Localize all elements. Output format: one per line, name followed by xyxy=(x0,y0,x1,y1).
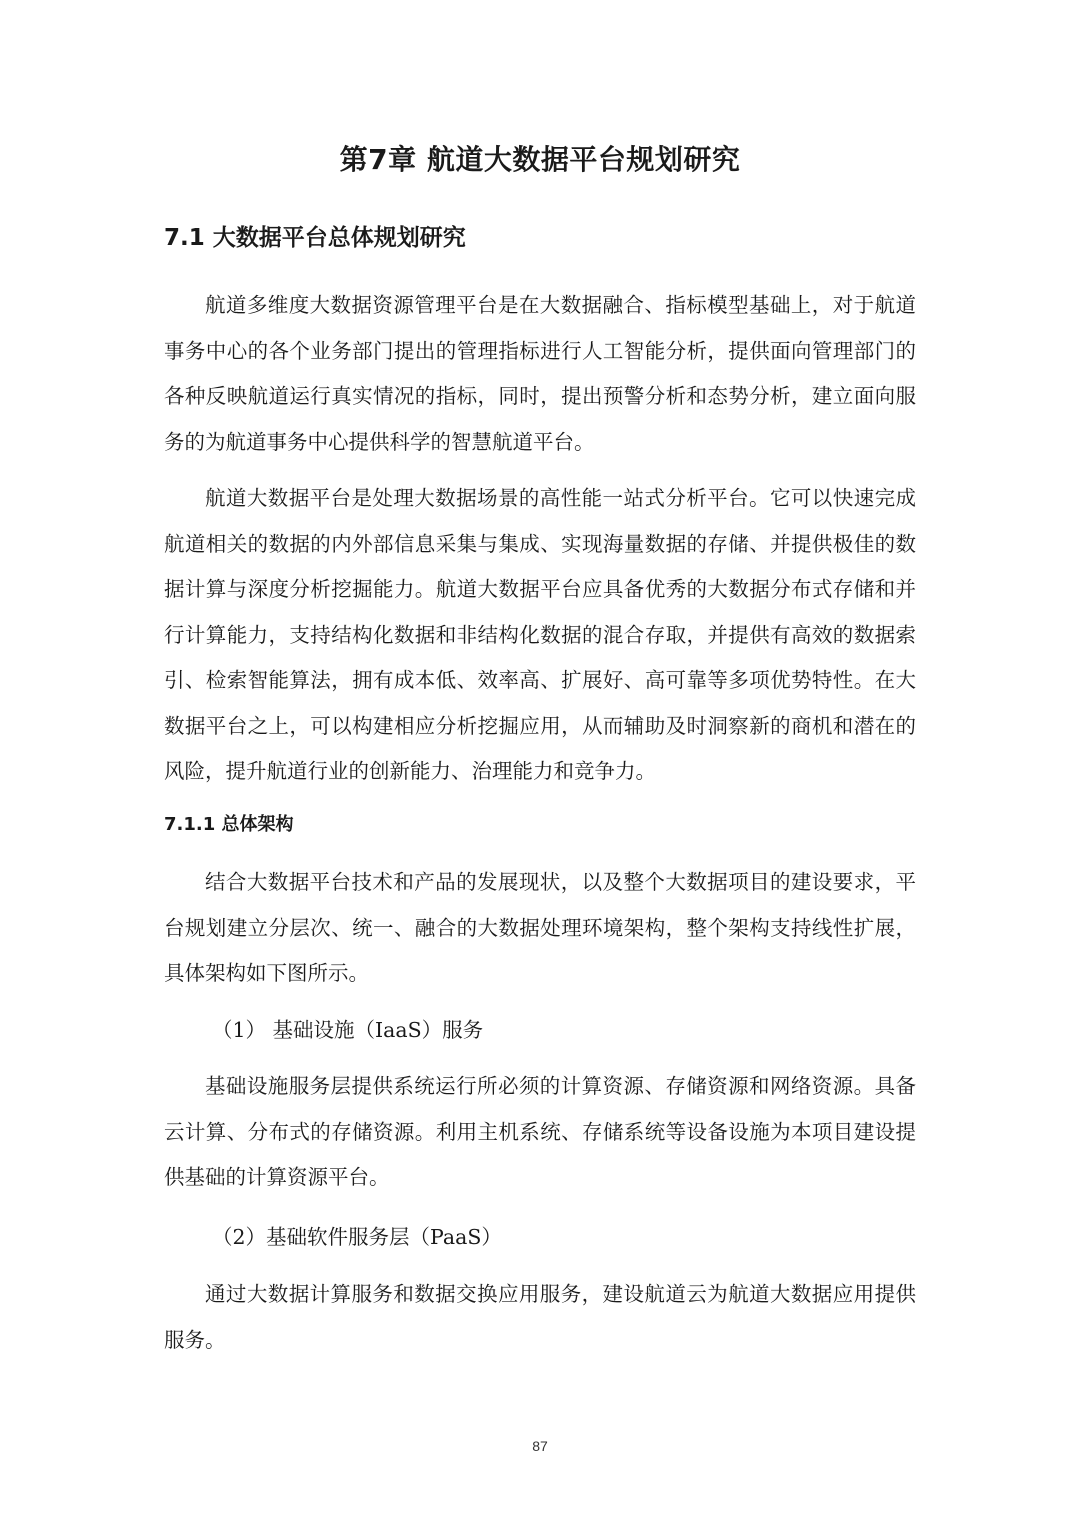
subsection-title: 7.1.1 总体架构 xyxy=(164,814,294,835)
section-paragraph-2: 航道大数据平台是处理大数据场景的高性能一站式分析平台。它可以快速完成航道相关的数据的内外部信息采集与集成、实现海量数据的存储、并提供极佳的数据计算与深度分析挖掘能力。航道大数据平台应具备优秀的大数据分布式存储和并行计算能力，支持结构化数据和非结构化数据的混合存取，并提供有高效的数据索引、检索智能算法，拥有成本低、效率高、扩展好、高可靠等多项优势特性。在大数据平台之上，可以构建相应分析挖掘应用，从而辅助及时洞察新的商机和潜在的风险，提升航道行业的创新能力、治理能力和竞争力。 xyxy=(164,486,916,783)
item-2-heading: （2）基础软件服务层（PaaS） xyxy=(212,1225,502,1249)
subsection-intro-paragraph: 结合大数据平台技术和产品的发展现状，以及整个大数据项目的建设要求，平台规划建立分层次、统一、融合的大数据处理环境架构，整个架构支持线性扩展，具体架构如下图所示。 xyxy=(164,870,916,985)
chapter-title: 第7章 航道大数据平台规划研究 xyxy=(339,143,741,176)
page-number: 87 xyxy=(532,1438,548,1454)
item-1-heading: （1） 基础设施（IaaS）服务 xyxy=(212,1018,484,1042)
item-1-paragraph: 基础设施服务层提供系统运行所必须的计算资源、存储资源和网络资源。具备云计算、分布式的存储资源。利用主机系统、存储系统等设备设施为本项目建设提供基础的计算资源平台。 xyxy=(164,1074,916,1189)
item-2-paragraph: 通过大数据计算服务和数据交换应用服务，建设航道云为航道大数据应用提供服务。 xyxy=(164,1282,916,1352)
section-title: 7.1 大数据平台总体规划研究 xyxy=(164,225,466,251)
section-paragraph-1: 航道多维度大数据资源管理平台是在大数据融合、指标模型基础上，对于航道事务中心的各个业务部门提出的管理指标进行人工智能分析，提供面向管理部门的各种反映航道运行真实情况的指标，同时，提出预警分析和态势分析，建立面向服务的为航道事务中心提供科学的智慧航道平台。 xyxy=(164,293,916,454)
